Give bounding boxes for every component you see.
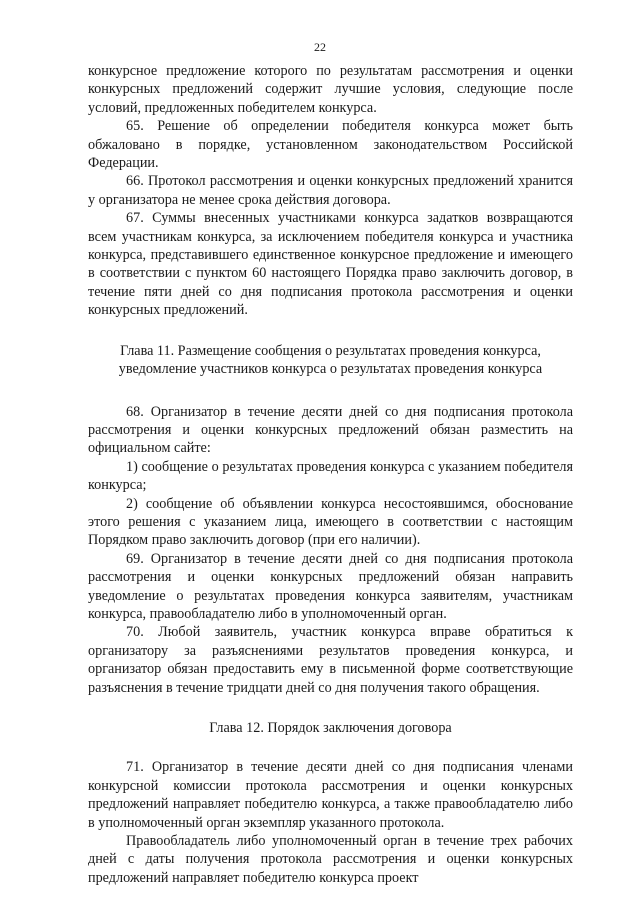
chapter-12-heading [88, 719, 573, 737]
paragraph-64-continuation: конкурсное предложение которого по результатам рассмотрения и оценки конкурсных предложений содержит лучшие условия, следующие после условий, предложенных победителем конкурса. [88, 63, 573, 116]
page-number: 22 [314, 40, 326, 54]
paragraph-66: 66. Протокол рассмотрения и оценки конкурсных предложений хранится у организатора не менее срока действия договора. [88, 173, 573, 208]
chapter-12-heading-line-1: Глава 12. Порядок заключения договора [209, 720, 452, 736]
paragraph-68-item-2: 2) сообщение об объявлении конкурса несостоявшимся, обоснование этого решения с указанием лица, имеющего в соответствии с настоящим Порядком право заключить договор (при его наличии). [88, 495, 573, 549]
paragraph-68: 68. Организатор в течение десяти дней со дня подписания протокола рассмотрения и оценки конкурсных предложений обязан разместить на официальном сайте: [88, 403, 573, 457]
paragraph-65: 65. Решение об определении победителя конкурса может быть обжаловано в порядке, установленном законодательством Российской Федерации. [88, 118, 573, 172]
chapter-11-heading [88, 342, 573, 379]
document-body [88, 62, 573, 887]
paragraph-71-continuation: Правообладатель либо уполномоченный орган в течение трех рабочих дней с даты получения протокола рассмотрения и оценки конкурсных предложений направляет победителю конкурса проект [88, 833, 573, 886]
paragraph-69: 69. Организатор в течение десяти дней со дня подписания протокола рассмотрения и оценки конкурсных предложений обязан направить уведомление о результатах проведения конкурса заявителям, участникам конкурса, правообладателю либо в уполномоченный орган. [88, 550, 573, 622]
chapter-11-heading-line-2: уведомление участников конкурса о результатах проведения конкурса [118, 361, 543, 378]
paragraph-70: 70. Любой заявитель, участник конкурса вправе обратиться к организатору за разъяснениями результатов проведения конкурса, и организатор обязан предоставить ему в письменной форме соответствующие разъяснения в течение тридцати дней со дня получения такого обращения. [88, 624, 573, 696]
paragraph-68-item-1: 1) сообщение о результатах проведения конкурса с указанием победителя конкурса; [88, 458, 573, 494]
chapter-11-heading-line-1: Глава 11. Размещение сообщения о результатах проведения конкурса, [120, 342, 541, 359]
paragraph-71: 71. Организатор в течение десяти дней со дня подписания членами конкурсной комиссии протокола рассмотрения и оценки конкурсных предложений направляет победителю конкурса, а также правообладателю либо в уполномоченный орган экземпляр указанного протокола. [88, 759, 573, 831]
paragraph-67: 67. Суммы внесенных участниками конкурса задатков возвращаются всем участникам конкурса, за исключением победителя конкурса и участника конкурса, представившего единственное конкурсное предложение и имеющего в соответствии с пунктом 60 настоящего Порядка право заключить договор, в течение пяти дней со дня подписания протокола рассмотрения и оценки конкурсных предложений. [88, 210, 573, 319]
